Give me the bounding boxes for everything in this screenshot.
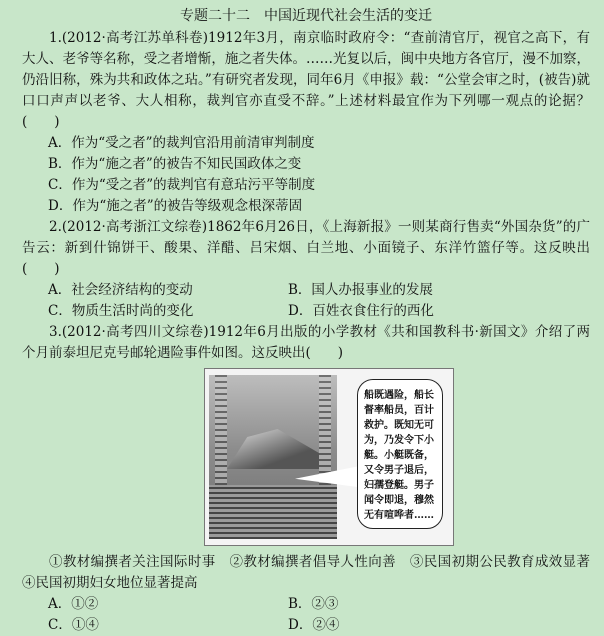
callout-bubble: 船既遇险，船长督率船员，百计救护。既知无可为，乃发令下小艇。小艇既备，又令男子退后，妇孺登艇。男子闻令即退，穆然无有喧哗者…… bbox=[357, 379, 443, 529]
page-title: 专题二十二 中国近现代社会生活的变迁 bbox=[180, 8, 432, 24]
question-3-option-a: A．①② bbox=[48, 596, 99, 612]
question-2-stem: 2.(2012·高考浙江文综卷)1862年6月26日，《上海新报》一则某商行售卖“外国杂货”的广告云：新到什锦饼干、酸果、洋醋、吕宋烟、白兰地、小面镜子、东洋竹篮仔等。这反映出( ) bbox=[22, 219, 590, 277]
question-3-statements: ①教材编撰者关注国际时事 ②教材编撰者倡导人性向善 ③民国初期公民教育成效显著 ④民国初期妇女地位显著提高 bbox=[22, 554, 604, 591]
question-2-options-row-2 bbox=[22, 301, 590, 322]
question-1-option-a: A．作为“受之者”的裁判官沿用前清审判制度 bbox=[48, 135, 315, 151]
question-1-option-c: C．作为“受之者”的裁判官有意玷污平等制度 bbox=[48, 177, 316, 193]
question-1-stem: 1.(2012·高考江苏单科卷)1912年3月，南京临时政府令：“查前清官厅，视官之高下，有大人、老爷等名称，受之者增惭，施之者失体。……光复以后，闽中央地方各官厅，漫不加察，仍沿旧称，殊为共和政体之玷。”有研究者发现，同年6月《申报》载：“公堂会审之时，(被告)就口口声声以老爷、大人相称，裁判官亦直受不辞。”上述材料最宜作为下列哪一观点的论据？( ) bbox=[22, 30, 590, 130]
question-2-option-c: C．物质生活时尚的变化 bbox=[48, 303, 194, 319]
question-2-option-d: D．百姓衣食住行的西化 bbox=[288, 303, 434, 319]
question-2-options-row-1 bbox=[22, 280, 590, 301]
ship-illustration bbox=[227, 429, 319, 469]
question-1-option-d: D．作为“施之者”的被告等级观念根深蒂固 bbox=[48, 198, 303, 214]
question-3-option-b: B．②③ bbox=[288, 596, 339, 612]
question-3-option-c: C．①④ bbox=[48, 617, 99, 633]
titanic-textbook-figure bbox=[204, 368, 454, 546]
question-3-options-row-2 bbox=[22, 615, 590, 636]
question-3-stem: 3.(2012·高考四川文综卷)1912年6月出版的小学教材《共和国教科书·新国文》介绍了两个月前泰坦尼克号邮轮遇险事件如图。这反映出( ) bbox=[22, 324, 590, 361]
question-1-option-b: B．作为“施之者”的被告不知民国政体之变 bbox=[48, 156, 302, 172]
question-3-option-d: D．②④ bbox=[288, 617, 340, 633]
question-2-option-a: A．社会经济结构的变动 bbox=[48, 282, 193, 298]
sea-illustration bbox=[209, 485, 337, 539]
question-2-option-b: B．国人办报事业的发展 bbox=[288, 282, 433, 298]
ship-photo bbox=[209, 375, 337, 539]
question-3-options-row-1 bbox=[22, 594, 590, 615]
